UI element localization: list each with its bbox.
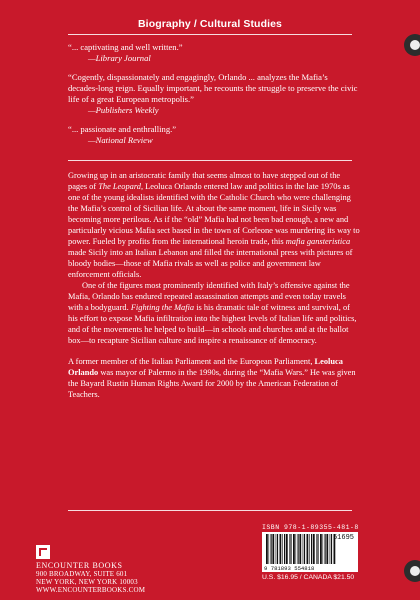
publisher-name: ENCOUNTER BOOKS	[36, 561, 123, 570]
price-label: U.S. $16.95 / CANADA $21.50	[262, 574, 355, 581]
top-rule	[68, 34, 352, 35]
author-bio: A former member of the Italian Parliament and the European Parliament, Leoluca Orlando was mayor of Palermo in the 1990s, during the “Mafia Wars.” He was given the Bayard Rustin Human Rights Award for 2000 by the American Federation of Teachers.	[68, 357, 356, 399]
price-code: 51695	[332, 534, 354, 542]
review-quote	[68, 42, 358, 64]
quote-source: —Library Journal	[88, 53, 151, 63]
publisher-info	[36, 562, 145, 594]
quote-source: —National Review	[88, 135, 153, 145]
punch-hole-icon	[404, 560, 420, 582]
category-label: Biography / Cultural Studies	[138, 18, 282, 30]
isbn-label: ISBN 978-1-89355-481-8	[262, 524, 359, 531]
quote-text: “... passionate and enthralling.”	[68, 124, 177, 134]
publisher-logo-icon	[36, 545, 50, 559]
quote-text: “... captivating and well written.”	[68, 42, 183, 52]
description-paragraph: Growing up in an aristocratic family that seems almost to have stepped out of the pages of The Leopard, Leoluca Orlando entered law and politics in the late 1970s as one of the young idealists identified with the Catholic Church who were challenging the Mafia’s control of Sicilian life. At about the same moment, life in Sicily was becoming more perilous. As if the “old” Mafia had not been bad enough, a new and particularly vicious Mafia sect based in the town of Corleone was murdering its way to power. Fueled by profits from the international heroin trade, this mafia gansteristica made Sicily into an Italian Lebanon and filled the international press with pictures of bloody bodies—those of Mafia rivals as well as police and government law enforcement officials.	[68, 171, 360, 279]
bottom-rule	[68, 510, 352, 511]
punch-hole-icon	[404, 34, 420, 56]
barcode-number: 9 781893 554818	[264, 565, 315, 572]
publisher-website: WWW.ENCOUNTERBOOKS.COM	[36, 586, 146, 594]
publisher-city: NEW YORK, NEW YORK 10003	[36, 578, 138, 586]
barcode-bars-icon	[266, 534, 336, 564]
middle-rule	[68, 160, 352, 161]
review-quotes	[68, 42, 358, 154]
description-paragraph: One of the figures most prominently identified with Italy’s offensive against the Mafia, Orlando has endured repeated assassination attempts and even today travels with a bodyguard. Fighting the Mafia is his dramatic tale of witness and survival, of his effort to expose Mafia infiltration into the highest levels of Italian life and politics, and of the movements he helped to build—in schools and churches and at the ballot box—to recapture Sicilian culture and inspire a renaissance of democracy.	[68, 281, 357, 345]
review-quote	[68, 124, 358, 146]
quote-text: “Cogently, dispassionately and engagingly, Orlando ... analyzes the Mafia’s decades-long reign. Equally important, he recounts the struggle to preserve the civic life of a great European metropolis.”	[68, 72, 358, 104]
quote-source: —Publishers Weekly	[88, 105, 159, 115]
barcode	[262, 532, 358, 572]
publisher-address: 900 BROADWAY, SUITE 601	[36, 570, 128, 578]
review-quote	[68, 72, 358, 116]
book-description	[68, 170, 360, 400]
